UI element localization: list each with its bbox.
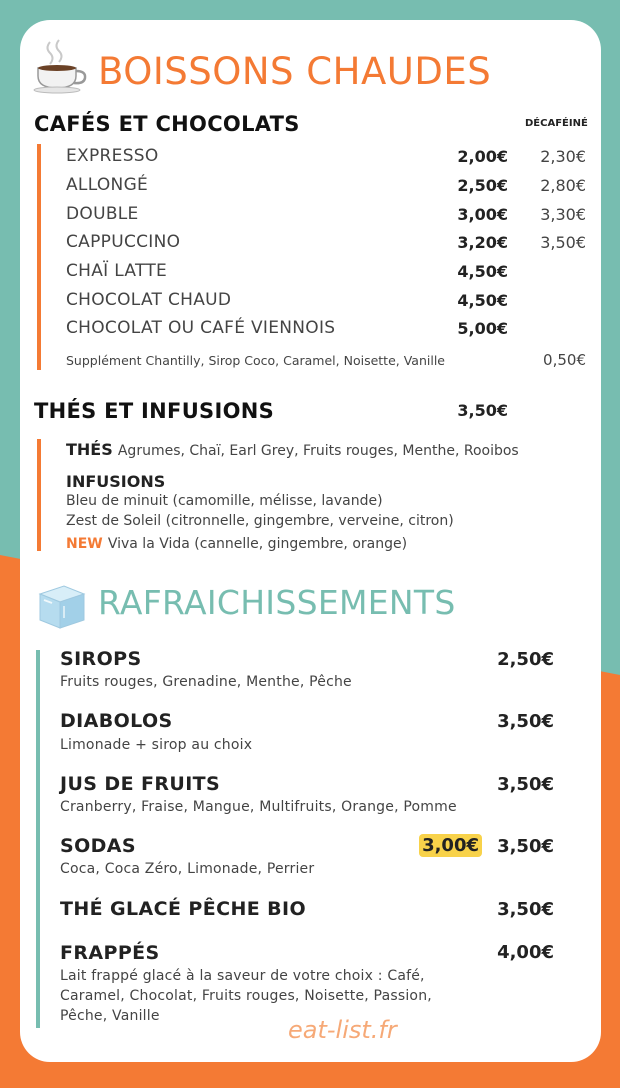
- menu-item-name: CAPPUCCINO: [66, 232, 181, 252]
- menu-item-price: 4,50€: [457, 291, 508, 310]
- infusion-item: Bleu de minuit (camomille, mélisse, lavande): [66, 493, 383, 509]
- decaf-label: DÉCAFÉINÉ: [525, 118, 588, 129]
- menu-item-description: Cranberry, Fraise, Mangue, Multifruits, Orange, Pomme: [60, 799, 457, 815]
- menu-item-description: Lait frappé glacé à la saveur de votre choix : Café,: [60, 968, 425, 984]
- supplement-text: Supplément Chantilly, Sirop Coco, Caramel, Noisette, Vanille: [66, 353, 445, 368]
- ice-cube-icon: [34, 580, 88, 632]
- menu-item-price: 3,50€: [497, 899, 554, 920]
- menu-item-description: Caramel, Chocolat, Fruits rouges, Noisette, Passion,: [60, 988, 432, 1004]
- menu-item-name: CHAÏ LATTE: [66, 261, 168, 281]
- coffee-cup-icon: [32, 38, 90, 94]
- cafes-heading: CAFÉS ET CHOCOLATS: [34, 112, 300, 136]
- thes-label: THÉS: [66, 440, 113, 459]
- menu-item-price: 3,20€: [457, 233, 508, 252]
- thes-heading: THÉS ET INFUSIONS: [34, 399, 275, 423]
- infusion-item: Viva la Vida (cannelle, gingembre, orange): [107, 536, 408, 552]
- menu-item-name: DOUBLE: [66, 204, 139, 224]
- menu-item-description: Pêche, Vanille: [60, 1008, 160, 1024]
- thes-accent-bar: [37, 439, 41, 551]
- menu-item-decaf-price: 2,80€: [540, 176, 586, 195]
- menu-item-name: CHOCOLAT OU CAFÉ VIENNOIS: [66, 318, 336, 338]
- hot-drinks-title: BOISSONS CHAUDES: [98, 50, 492, 93]
- menu-item-price: 3,50€: [497, 836, 554, 857]
- menu-item-price: 3,50€: [497, 774, 554, 795]
- menu-item-description: Coca, Coca Zéro, Limonade, Perrier: [60, 861, 315, 877]
- menu-item-price: 5,00€: [457, 319, 508, 338]
- menu-item-price: 2,50€: [457, 176, 508, 195]
- cafes-accent-bar: [37, 144, 41, 370]
- menu-item-price: 4,00€: [497, 942, 554, 963]
- menu-item-name: SODAS: [60, 835, 136, 857]
- menu-item-name: THÉ GLACÉ PÊCHE BIO: [60, 898, 307, 920]
- infusion-new-line: [66, 533, 407, 552]
- menu-item-price: 2,00€: [457, 147, 508, 166]
- menu-item-name: JUS DE FRUITS: [60, 773, 221, 795]
- menu-item-name: DIABOLOS: [60, 710, 173, 732]
- supplement-price: 0,50€: [543, 351, 586, 369]
- menu-item-price: 3,00€: [457, 205, 508, 224]
- menu-item-name: ALLONGÉ: [66, 175, 149, 195]
- menu-item-price: 4,50€: [457, 262, 508, 281]
- menu-item-name: EXPRESSO: [66, 146, 159, 166]
- menu-item-description: Fruits rouges, Grenadine, Menthe, Pêche: [60, 674, 352, 690]
- menu-item-decaf-price: 2,30€: [540, 147, 586, 166]
- infusions-label: INFUSIONS: [66, 472, 166, 491]
- menu-item-price: 2,50€: [497, 649, 554, 670]
- thes-line: [66, 440, 519, 459]
- menu-item-name: FRAPPÉS: [60, 942, 160, 964]
- menu-item-name: SIROPS: [60, 648, 142, 670]
- infusion-item: Zest de Soleil (citronnelle, gingembre, verveine, citron): [66, 513, 454, 529]
- menu-card: [20, 20, 601, 1062]
- menu-item-decaf-price: 3,50€: [540, 233, 586, 252]
- brand-watermark[interactable]: eat-list.fr: [288, 1016, 397, 1044]
- menu-item-price: 3,50€: [497, 711, 554, 732]
- thes-price: 3,50€: [457, 401, 508, 420]
- new-badge: NEW: [66, 536, 103, 552]
- menu-item-decaf-price: 3,30€: [540, 205, 586, 224]
- menu-item-description: Limonade + sirop au choix: [60, 737, 253, 753]
- promo-price-wrapper: [406, 835, 482, 856]
- cold-drinks-title: RAFRAICHISSEMENTS: [98, 583, 456, 622]
- thes-list: Agrumes, Chaï, Earl Grey, Fruits rouges, Menthe, Rooibos: [117, 443, 519, 459]
- promo-price-badge: 3,00€: [419, 834, 482, 857]
- cold-accent-bar: [36, 650, 40, 1028]
- menu-item-name: CHOCOLAT CHAUD: [66, 290, 232, 310]
